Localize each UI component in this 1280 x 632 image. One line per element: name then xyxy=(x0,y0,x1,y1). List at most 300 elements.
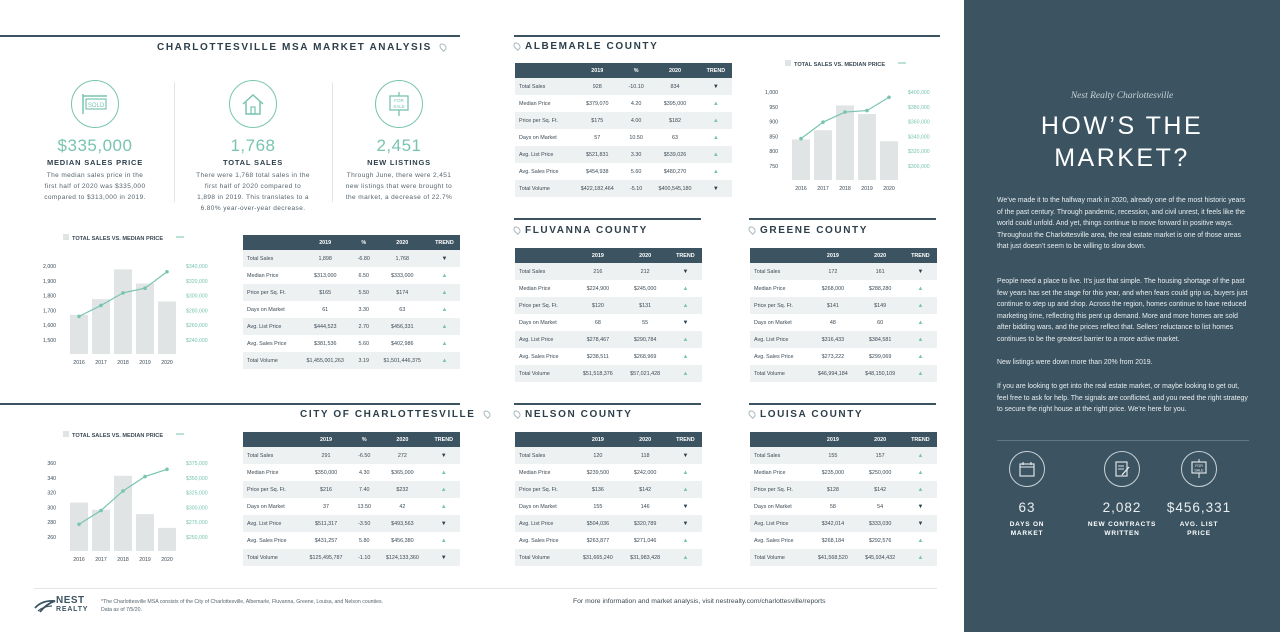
trend-up-icon: ▲ xyxy=(904,297,937,314)
table-cell: $268,184 xyxy=(821,537,845,544)
table-cell: $245,000 xyxy=(633,285,657,292)
column-header: 2020 xyxy=(622,248,669,263)
trend-up-icon: ▲ xyxy=(440,537,447,544)
table-cell: $384,581 xyxy=(857,331,904,348)
trend-up-icon: ▲ xyxy=(429,318,460,335)
y2-tick-label: $275,000 xyxy=(186,520,208,527)
trend-down-icon: ▼ xyxy=(700,180,732,197)
table-cell: -5.10 xyxy=(622,180,650,197)
column-header: TREND xyxy=(429,235,460,250)
y-tick-label: 320 xyxy=(47,490,56,497)
greene-title: GREENE COUNTY xyxy=(760,225,869,236)
table-row xyxy=(515,447,702,464)
table-cell: 216 xyxy=(574,263,621,280)
house-icon xyxy=(229,80,277,128)
table-cell: $31,665,240 xyxy=(574,549,621,566)
table-cell: $1,501,446,375 xyxy=(376,352,429,369)
albemarle-title: ALBEMARLE COUNTY xyxy=(525,41,659,52)
table-cell: Price per Sq. Ft. xyxy=(515,112,572,129)
table-row xyxy=(750,532,937,549)
table-cell: 1,898 xyxy=(299,250,352,267)
more-info-link[interactable]: For more information and market analysis, visit nestrealty.com/charlottesville/reports xyxy=(573,598,826,605)
table-row xyxy=(515,331,702,348)
y-tick-label: 900 xyxy=(769,119,778,126)
table-cell: $493,563 xyxy=(377,515,427,532)
table-header-row xyxy=(515,63,732,78)
albemarle-table xyxy=(515,63,732,197)
table-cell: $379,070 xyxy=(585,100,609,107)
table-row xyxy=(243,335,460,352)
column-header: 2019 xyxy=(574,432,621,447)
column-header: TREND xyxy=(669,432,702,447)
table-cell: 1,768 xyxy=(376,250,429,267)
bar xyxy=(158,528,176,551)
y2-tick-label: $240,000 xyxy=(186,338,208,344)
column-header: 2020 xyxy=(857,248,904,263)
table-row xyxy=(515,297,702,314)
y-tick-label: 360 xyxy=(47,461,56,467)
table-cell: 212 xyxy=(622,263,669,280)
table-cell: $124,133,360 xyxy=(377,549,427,566)
table-cell: $125,495,787 xyxy=(301,549,351,566)
logo-text: NEST xyxy=(56,595,85,606)
table-row xyxy=(515,481,702,498)
trend-up-icon: ▲ xyxy=(904,365,937,382)
column-header xyxy=(243,432,301,447)
table-cell: $31,983,428 xyxy=(622,549,669,566)
msa-title: CHARLOTTESVILLE MSA MARKET ANALYSIS xyxy=(157,42,432,53)
table-cell: Total Sales xyxy=(243,447,301,464)
table-cell: 5.80 xyxy=(358,537,370,544)
trend-up-icon: ▲ xyxy=(682,285,689,292)
table-cell: $299,069 xyxy=(868,353,892,360)
table-cell: Avg. List Price xyxy=(515,331,574,348)
table-cell: 4.00 xyxy=(622,112,650,129)
table-cell: $41,568,520 xyxy=(809,549,856,566)
y2-tick-label: $400,000 xyxy=(908,90,930,96)
bar xyxy=(70,503,88,551)
y2-tick-label: $320,000 xyxy=(186,278,208,285)
fluvanna-table xyxy=(515,248,702,382)
table-header-row xyxy=(243,432,460,447)
line-point xyxy=(165,270,169,274)
fluvanna-title: FLUVANNA COUNTY xyxy=(525,225,648,236)
kpi-label: NEW CONTRACTS xyxy=(1087,521,1157,528)
table-row xyxy=(750,549,937,566)
y2-tick-label: $340,000 xyxy=(186,264,208,270)
stat-desc-line: first half of 2020 compared to xyxy=(204,183,302,190)
kpi-days-on-market xyxy=(982,451,1072,538)
table-row xyxy=(243,318,460,335)
table-cell: $128 xyxy=(809,481,856,498)
x-tick-label: 2016 xyxy=(795,186,807,192)
table-cell: $263,877 xyxy=(586,537,610,544)
y-tick-label: 260 xyxy=(47,535,56,541)
column-header: 2020 xyxy=(377,432,427,447)
table-cell: 7.40 xyxy=(351,481,377,498)
svg-text:FOR: FOR xyxy=(394,98,404,103)
stat-value: 1,768 xyxy=(230,136,276,155)
trend-up-icon: ▲ xyxy=(712,100,719,107)
table-cell: $224,900 xyxy=(586,285,610,292)
line-point xyxy=(165,467,169,471)
line-point xyxy=(121,489,125,493)
table-cell: $131 xyxy=(622,297,669,314)
table-cell: 146 xyxy=(640,503,650,510)
table-cell: $395,000 xyxy=(663,100,687,107)
x-tick-label: 2018 xyxy=(839,186,851,192)
y-tick-label: 300 xyxy=(47,505,56,512)
table-cell: Price per Sq. Ft. xyxy=(515,481,574,498)
legend-swatch xyxy=(785,60,791,66)
table-row xyxy=(515,146,732,163)
table-cell: $120 xyxy=(574,297,621,314)
x-tick-label: 2019 xyxy=(139,360,151,366)
help-paragraph: If you are looking to get into the real estate market, or maybe looking to get out, feel free to ask for help. The signals are conflicted, and you need the right strategy to secure the right house at the right price. We’re here for you. xyxy=(997,383,1248,414)
table-cell: Price per Sq. Ft. xyxy=(515,297,574,314)
stat-desc-line: new listings that were brought to xyxy=(345,183,453,190)
y2-tick-label: $300,000 xyxy=(908,164,930,170)
bar xyxy=(836,105,854,180)
kpi-label: DAYS ON xyxy=(1009,521,1045,528)
trend-up-icon: ▲ xyxy=(441,272,448,279)
trend-up-icon: ▲ xyxy=(700,112,732,129)
heading-line: HOW’S THE xyxy=(1040,112,1204,140)
table-cell: $402,986 xyxy=(390,340,414,347)
map-pin-icon xyxy=(438,42,448,52)
y2-tick-label: $360,000 xyxy=(908,119,930,126)
line-point xyxy=(143,286,147,290)
trend-up-icon: ▲ xyxy=(669,365,702,382)
table-cell: Days on Market xyxy=(519,503,557,510)
trend-up-icon: ▲ xyxy=(904,481,937,498)
table-cell: Avg. List Price xyxy=(515,146,572,163)
table-row xyxy=(243,481,460,498)
x-tick-label: 2020 xyxy=(883,186,895,192)
table-cell: 48 xyxy=(829,319,836,326)
greene-table xyxy=(750,248,937,382)
table-cell: $320,789 xyxy=(622,515,669,532)
trend-up-icon: ▲ xyxy=(669,481,702,498)
line-point xyxy=(77,315,81,319)
svg-text:SOLD: SOLD xyxy=(87,103,105,109)
table-cell: Avg. Sales Price xyxy=(519,353,559,360)
table-cell: 928 xyxy=(572,78,622,95)
for-sale-sign-icon xyxy=(1181,451,1217,487)
table-cell: Avg. Sales Price xyxy=(754,353,794,360)
trend-up-icon: ▲ xyxy=(904,549,937,566)
y-tick-label: 340 xyxy=(47,475,56,482)
nelson-title: NELSON COUNTY xyxy=(525,409,633,420)
table-cell: $238,511 xyxy=(586,353,609,360)
table-cell: 57 xyxy=(594,134,601,141)
column-header: % xyxy=(351,432,377,447)
x-tick-label: 2019 xyxy=(139,557,151,563)
table-cell: -6.50 xyxy=(351,447,377,464)
city-chart xyxy=(30,427,230,567)
table-cell: $250,000 xyxy=(868,469,892,476)
map-pin-icon xyxy=(512,409,522,419)
bar xyxy=(136,284,154,355)
column-header: TREND xyxy=(904,432,937,447)
bar xyxy=(858,114,876,180)
table-cell: $175 xyxy=(572,112,622,129)
line-point xyxy=(99,509,103,513)
svg-text:FOR: FOR xyxy=(1195,464,1203,468)
legend-label: TOTAL SALES VS. MEDIAN PRICE xyxy=(794,62,886,68)
table-cell: Days on Market xyxy=(754,503,792,510)
table-cell: $48,150,109 xyxy=(857,365,904,382)
table-cell: Total Sales xyxy=(750,263,809,280)
column-header: TREND xyxy=(700,63,732,78)
table-cell: Avg. Sales Price xyxy=(519,168,559,175)
kpi-label: AVG. LIST xyxy=(1179,521,1219,528)
table-header-row xyxy=(243,235,460,250)
table-cell: $400,545,180 xyxy=(650,180,700,197)
table-cell: $46,994,184 xyxy=(809,365,856,382)
kpi-label: WRITTEN xyxy=(1104,530,1140,537)
table-cell: 37 xyxy=(323,503,330,510)
x-tick-label: 2018 xyxy=(117,360,129,366)
trend-up-icon: ▲ xyxy=(669,549,702,566)
x-tick-label: 2020 xyxy=(161,360,173,366)
table-cell: 834 xyxy=(650,78,700,95)
table-cell: Total Volume xyxy=(515,180,572,197)
table-cell: Total Volume xyxy=(515,549,574,566)
kpi-value: $456,331 xyxy=(1166,500,1232,515)
table-cell: 155 xyxy=(593,503,603,510)
column-header: 2019 xyxy=(299,235,352,250)
column-header: 2019 xyxy=(809,248,856,263)
y2-tick-label: $325,000 xyxy=(186,490,208,497)
table-cell: $454,938 xyxy=(585,168,609,175)
table-cell: 4.20 xyxy=(630,100,642,107)
line-point xyxy=(77,522,81,526)
table-cell: Total Sales xyxy=(243,250,299,267)
trend-down-icon: ▼ xyxy=(669,447,702,464)
table-row xyxy=(515,78,732,95)
legend-label: TOTAL SALES VS. MEDIAN PRICE xyxy=(72,236,164,242)
column-header xyxy=(750,248,809,263)
trend-up-icon: ▲ xyxy=(440,503,447,510)
y-tick-label: 2,000 xyxy=(43,264,56,270)
table-cell: Median Price xyxy=(519,100,551,107)
brand-name: Nest Realty Charlottesville xyxy=(1070,91,1174,101)
stat-desc-line: The median sales price in the xyxy=(46,172,144,179)
y2-tick-label: $250,000 xyxy=(186,535,208,541)
table-cell: Total Sales xyxy=(515,447,574,464)
kpi-avg-list-price xyxy=(1154,451,1244,538)
table-row xyxy=(750,263,937,280)
stat-desc-line: Through June, there were 2,451 xyxy=(346,172,452,179)
line-point xyxy=(799,137,803,141)
table-row xyxy=(515,180,732,197)
table-header-row xyxy=(515,248,702,263)
column-header xyxy=(750,432,809,447)
table-cell: Days on Market xyxy=(247,503,285,510)
table-cell: Median Price xyxy=(247,469,279,476)
map-pin-icon xyxy=(482,409,492,419)
column-header: TREND xyxy=(904,248,937,263)
table-row xyxy=(243,352,460,369)
table-cell: 120 xyxy=(574,447,621,464)
column-header: 2020 xyxy=(376,235,429,250)
trend-down-icon: ▼ xyxy=(682,319,689,326)
trend-down-icon: ▼ xyxy=(904,263,937,280)
table-cell: Days on Market xyxy=(247,306,285,313)
table-cell: $271,046 xyxy=(633,537,657,544)
for-sale-sign-icon xyxy=(375,80,423,128)
trend-down-icon: ▼ xyxy=(427,549,460,566)
y2-tick-label: $300,000 xyxy=(186,293,208,300)
table-cell: $268,969 xyxy=(633,353,657,360)
column-header: 2019 xyxy=(574,248,621,263)
stat-desc-line: There were 1,768 total sales in the xyxy=(196,172,310,179)
column-header xyxy=(515,432,574,447)
table-cell: $539,026 xyxy=(650,146,700,163)
table-cell: 5.50 xyxy=(352,284,376,301)
table-row xyxy=(750,464,937,481)
city-title: CITY OF CHARLOTTESVILLE xyxy=(300,409,476,420)
y-tick-label: 280 xyxy=(47,520,56,527)
table-cell: 63 xyxy=(672,134,678,141)
column-header: 2019 xyxy=(301,432,351,447)
trend-up-icon: ▲ xyxy=(429,284,460,301)
table-cell: Total Sales xyxy=(515,78,572,95)
x-tick-label: 2018 xyxy=(117,557,129,563)
y2-tick-label: $375,000 xyxy=(186,461,208,467)
table-row xyxy=(515,112,732,129)
stat-value: $335,000 xyxy=(57,136,133,155)
supply-paragraph: People need a place to live. It’s just that simple. The housing shortage of the past few years has set the stage for this year, and when fears could grip us, buyers just continue to step up and shop. Across the region, homes continue to have reduced marketing time, reflecting this pent up demand. More and more homes are sold after bidding wars, and the prices reflect that. Sellers’ reluctance to list homes continues to be the greatest barrier to a more active market. xyxy=(997,278,1248,343)
table-cell: Total Volume xyxy=(750,549,809,566)
table-cell: 4.30 xyxy=(358,469,370,476)
table-cell: $350,000 xyxy=(314,469,338,476)
table-cell: $521,831 xyxy=(572,146,622,163)
table-cell: 118 xyxy=(622,447,669,464)
intro-paragraph: We’ve made it to the halfway mark in 2020, already one of the most historic years of the past century. Through pandemic, recession, and civil unrest, it feels like the world could unfold. And yet, things continue to move forward in positive ways. Throughout the Charlottesville area, the real estate market is one of those areas that just doesn’t seem to be willing to slow down. xyxy=(997,197,1246,251)
trend-up-icon: ▲ xyxy=(904,331,937,348)
trend-up-icon: ▲ xyxy=(669,297,702,314)
trend-down-icon: ▼ xyxy=(682,503,689,510)
table-cell: 161 xyxy=(857,263,904,280)
trend-up-icon: ▲ xyxy=(917,353,924,360)
line-point xyxy=(843,110,847,114)
trend-up-icon: ▲ xyxy=(712,134,719,141)
y2-tick-label: $350,000 xyxy=(186,475,208,482)
table-cell: Avg. List Price xyxy=(243,318,299,335)
table-row xyxy=(750,280,937,297)
table-row xyxy=(515,365,702,382)
table-row xyxy=(750,314,937,331)
table-cell: $141 xyxy=(809,297,856,314)
table-cell: Avg. Sales Price xyxy=(247,340,287,347)
y-tick-label: 850 xyxy=(769,134,778,141)
kpi-value: 63 xyxy=(1018,500,1036,515)
table-row xyxy=(243,447,460,464)
calendar-icon xyxy=(1009,451,1045,487)
table-cell: $239,500 xyxy=(586,469,610,476)
table-row xyxy=(515,129,732,146)
table-cell: 155 xyxy=(809,447,856,464)
trend-up-icon: ▲ xyxy=(917,469,924,476)
stat-median-price xyxy=(20,80,170,203)
table-cell: $216 xyxy=(301,481,351,498)
table-row xyxy=(750,365,937,382)
heading-line: MARKET? xyxy=(1054,144,1190,172)
table-cell: Avg. List Price xyxy=(243,515,301,532)
x-tick-label: 2020 xyxy=(161,557,173,563)
footnote: *The Charlottesville MSA consists of the City of Charlottesville, Albemarle, Fluvanna, Greene, Louisa, and Nelson counties. xyxy=(101,599,383,605)
column-header: 2020 xyxy=(622,432,669,447)
trend-up-icon: ▲ xyxy=(904,447,937,464)
stat-desc-line: compared to $313,000 in 2019. xyxy=(44,194,146,201)
table-cell: 60 xyxy=(877,319,884,326)
table-row xyxy=(243,464,460,481)
column-header xyxy=(243,235,299,250)
table-cell: Total Volume xyxy=(243,549,301,566)
table-cell: Median Price xyxy=(247,272,279,279)
table-cell: 10.50 xyxy=(629,134,643,141)
table-row xyxy=(243,301,460,318)
table-cell: $51,518,376 xyxy=(574,365,621,382)
table-cell: $333,030 xyxy=(857,515,904,532)
trend-down-icon: ▼ xyxy=(427,515,460,532)
table-row xyxy=(515,515,702,532)
table-cell: $456,380 xyxy=(391,537,414,544)
column-header: 2019 xyxy=(809,432,856,447)
column-header: % xyxy=(622,63,650,78)
table-cell: $182 xyxy=(650,112,700,129)
map-pin-icon xyxy=(747,409,757,419)
table-row xyxy=(515,314,702,331)
table-cell: Total Sales xyxy=(515,263,574,280)
table-cell: Total Volume xyxy=(515,365,574,382)
stat-desc-line: 1,898 in 2019. This translates to a xyxy=(197,194,309,201)
table-cell: 172 xyxy=(809,263,856,280)
svg-text:SALE: SALE xyxy=(1194,468,1204,473)
table-cell: 42 xyxy=(399,503,406,510)
column-header: 2019 xyxy=(572,63,622,78)
table-cell: 63 xyxy=(399,306,406,313)
table-cell: Days on Market xyxy=(754,319,792,326)
table-cell: Price per Sq. Ft. xyxy=(243,481,301,498)
y2-tick-label: $380,000 xyxy=(908,104,930,111)
table-cell: Avg. List Price xyxy=(750,515,809,532)
stat-new-listings xyxy=(324,80,474,203)
y-tick-label: 1,800 xyxy=(43,293,56,300)
y2-tick-label: $280,000 xyxy=(186,308,208,315)
table-cell: 5.60 xyxy=(358,340,369,347)
table-header-row xyxy=(750,432,937,447)
table-cell: 272 xyxy=(377,447,427,464)
sidebar-heading xyxy=(964,110,1280,174)
table-row xyxy=(243,284,460,301)
y-tick-label: 1,900 xyxy=(43,278,56,285)
trend-up-icon: ▲ xyxy=(682,537,689,544)
stat-value: 2,451 xyxy=(376,136,422,155)
column-header: % xyxy=(352,235,376,250)
trend-up-icon: ▲ xyxy=(429,352,460,369)
table-cell: 68 xyxy=(594,319,601,326)
msa-table xyxy=(243,235,460,369)
bar xyxy=(158,302,176,354)
trend-down-icon: ▼ xyxy=(669,515,702,532)
table-cell: Avg. List Price xyxy=(515,515,574,532)
stat-label: TOTAL SALES xyxy=(222,158,284,167)
table-cell: Price per Sq. Ft. xyxy=(750,481,809,498)
trend-up-icon: ▲ xyxy=(441,306,448,313)
